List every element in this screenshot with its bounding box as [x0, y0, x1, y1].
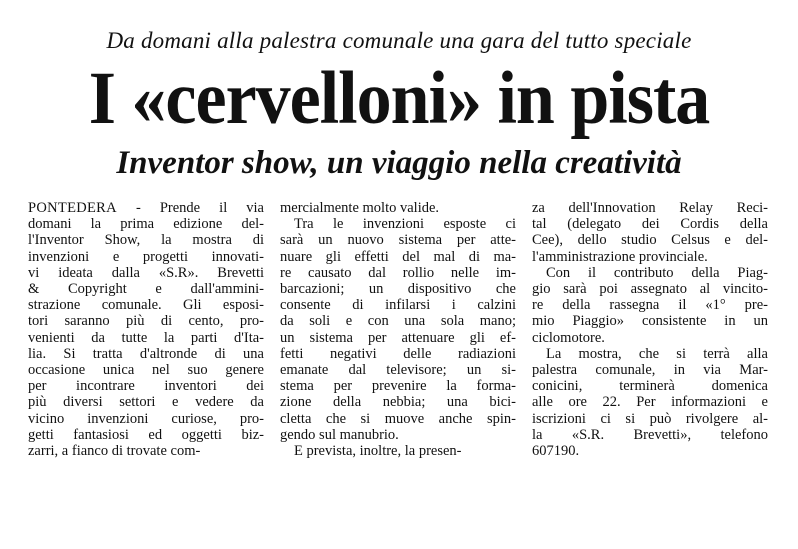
text-line: sarà un nuovo sistema per atte-	[280, 232, 516, 249]
text-line: gendo sul manubrio.	[280, 426, 399, 443]
text-line: tori saranno più di cento, pro-	[28, 313, 264, 330]
paragraph	[532, 346, 768, 459]
text-line: alle ore 22. Per informazioni e	[532, 394, 768, 411]
article-headline: I «cervelloni» in pista	[88, 56, 710, 141]
text-line: l'amministrazione provinciale.	[532, 248, 708, 265]
text-line: da soli e con una sola mano;	[280, 313, 516, 330]
text-line: vi ideata dalla «S.R». Brevetti	[28, 264, 264, 281]
text-line: za dell'Innovation Relay Reci-	[532, 200, 768, 216]
text-line: domani la prima edizione del-	[28, 216, 264, 233]
text-line: barcazioni; un dispositivo che	[280, 281, 516, 298]
text-line: getti fantasiosi ed oggetti biz-	[28, 426, 264, 443]
article-column-3	[532, 200, 768, 459]
text-line: per incontrare inventori dei	[28, 378, 264, 395]
article-subhead: Inventor show, un viaggio nella creatività	[116, 145, 682, 181]
text-line: stema per prevenire la forma-	[280, 378, 516, 395]
text-line: mio Piaggio» consistente in un	[532, 313, 768, 330]
text-line: & Copyright e dall'ammini-	[28, 281, 264, 298]
text-line: venienti da tutte la parti d'Ita-	[28, 329, 264, 346]
article-kicker: Da domani alla palestra comunale una gara del tutto speciale	[106, 28, 692, 53]
article-column-2	[280, 200, 516, 459]
text-line: lia. Si tratta d'altronde di una	[28, 345, 264, 362]
paragraph	[532, 265, 768, 346]
text-line: E prevista, inoltre, la presen-	[294, 443, 462, 460]
paragraph	[280, 200, 516, 216]
paragraph	[532, 200, 768, 265]
text-line: fetti negativi delle radiazioni	[280, 345, 516, 362]
text-line: l'Inventor Show, la mostra di	[28, 232, 264, 249]
paragraph	[280, 443, 516, 459]
text-line: cletta che si muove anche spin-	[280, 410, 516, 427]
text-line: la «S.R. Brevetti», telefono	[532, 426, 768, 443]
text-line: più diversi settori e vedere da	[28, 394, 264, 411]
paragraph	[280, 216, 516, 443]
text-line: nuare gli effetti del mal di ma-	[280, 248, 516, 265]
text-line: ciclomotore.	[532, 329, 605, 346]
text-line: consente di infilarsi i calzini	[280, 297, 516, 314]
text-line: Cee), dello studio Celsus e del-	[532, 232, 768, 249]
text-line: Tra le invenzioni esposte ci	[294, 216, 516, 233]
text-line: tal (delegato dei Cordis della	[532, 216, 768, 233]
text-line: palestra comunale, in via Mar-	[532, 362, 768, 379]
text-line	[28, 200, 264, 216]
paragraph	[28, 200, 264, 459]
text-line: zione della nebbia; una bici-	[280, 394, 516, 411]
text-line: re della rassegna il «1° pre-	[532, 297, 768, 314]
text-line: zarri, a fianco di trovate com-	[28, 443, 201, 460]
text-line: strazione comunale. Gli esposi-	[28, 297, 264, 314]
text-line: 607190.	[532, 443, 580, 460]
text-line: Con il contributo della Piag-	[546, 264, 768, 281]
text-line: vicino invenzioni curiose, pro-	[28, 410, 264, 427]
text-line: mercialmente molto valide.	[280, 200, 440, 216]
article-column-1	[28, 200, 264, 459]
article-body	[28, 200, 770, 480]
text-line: emanate dal televisore; un si-	[280, 362, 516, 379]
dateline: PONTEDERA	[28, 200, 117, 216]
text-line: re causato dal rollio nelle im-	[280, 264, 516, 281]
text-line: iscrizioni ci si può rivolgere al-	[532, 410, 768, 427]
text-line: un sistema per attenuare gli ef-	[280, 329, 516, 346]
text-line: gio sarà poi assegnato al vincito-	[532, 281, 768, 298]
text-line: La mostra, che si terrà alla	[546, 345, 768, 362]
text-line-rest: - Prende il via	[116, 200, 264, 216]
text-line: conicini, terminerà domenica	[532, 378, 768, 395]
text-line: occasione unica nel suo genere	[28, 362, 264, 379]
text-line: invenzioni e progetti innovati-	[28, 248, 264, 265]
